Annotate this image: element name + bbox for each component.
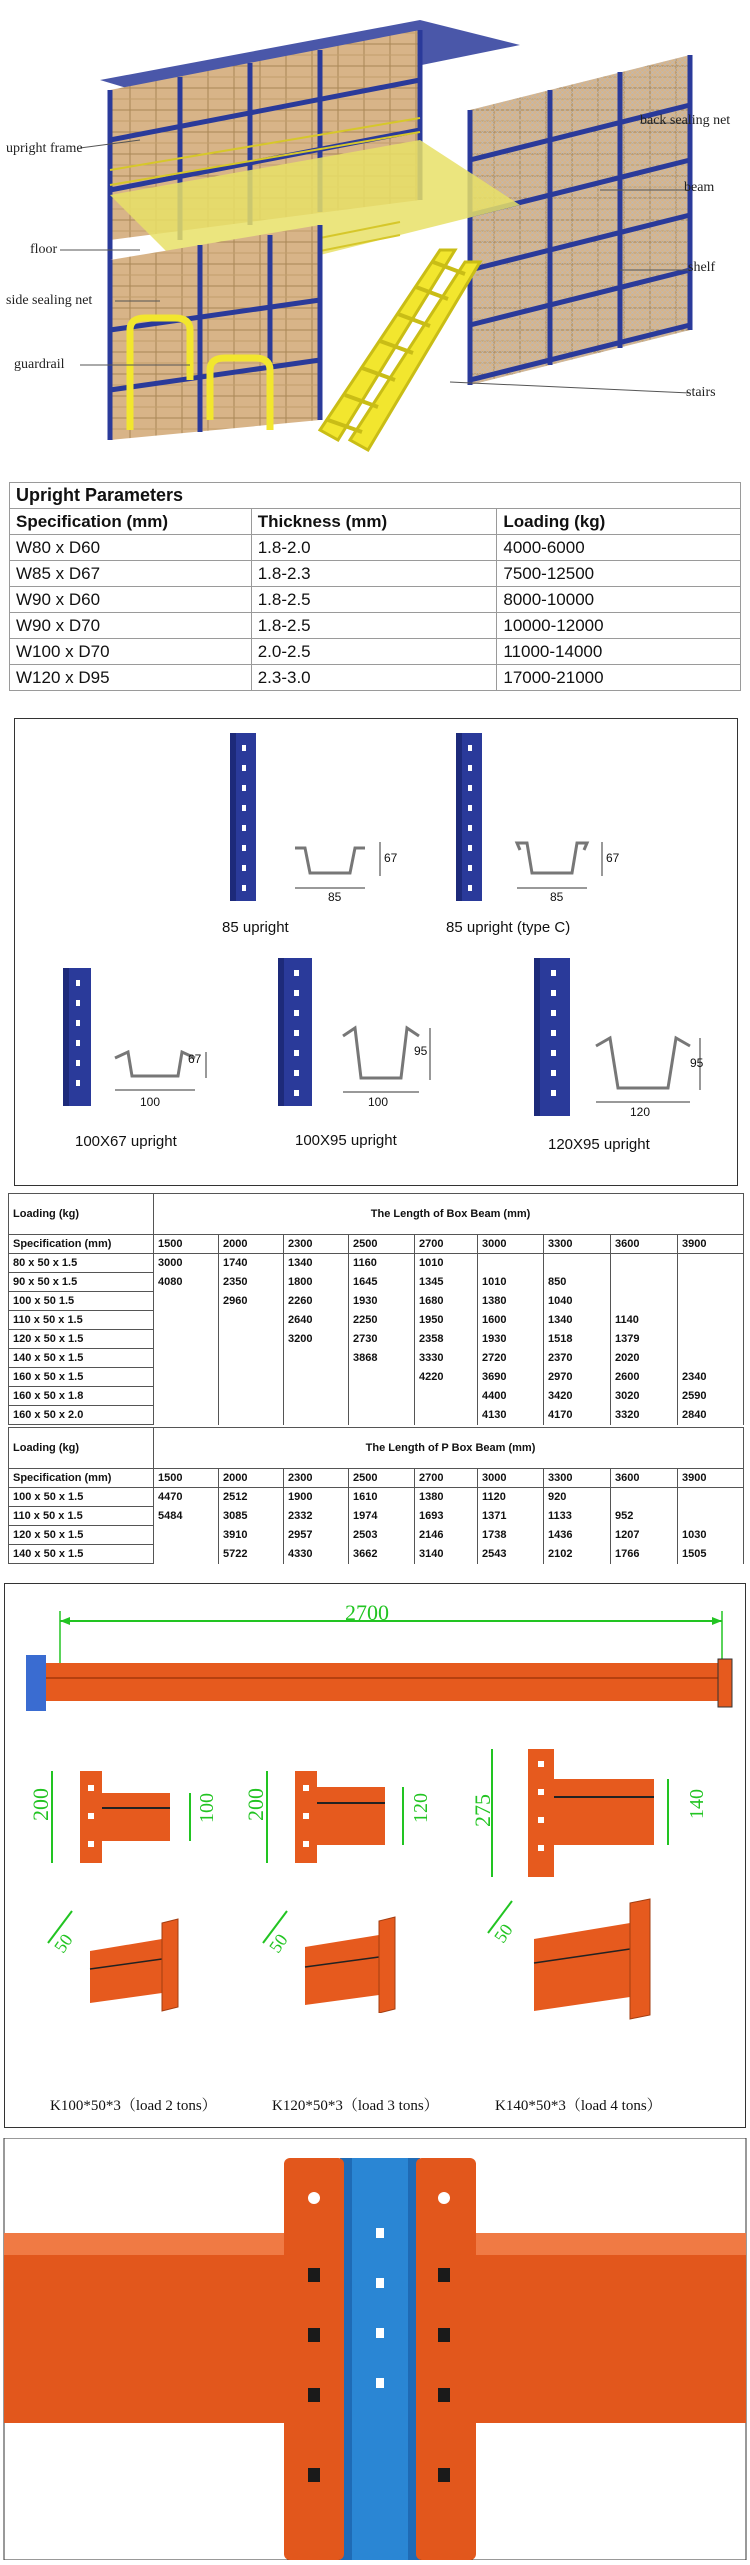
dim-width: 120: [630, 1105, 651, 1119]
load-cell: 2332: [284, 1507, 349, 1526]
dim-width: 100: [140, 1095, 161, 1109]
dim-width: 100: [368, 1095, 389, 1109]
column-header: Specification (mm): [10, 509, 252, 535]
length-header: 2300: [284, 1235, 349, 1254]
table-row: [9, 1507, 744, 1526]
caption-120x95-upright: 120X95 upright: [548, 1136, 650, 1153]
load-cell: [284, 1387, 349, 1406]
dim-width: 85: [550, 890, 564, 904]
load-cell: 1380: [415, 1488, 478, 1507]
load-cell: 1950: [415, 1311, 478, 1330]
load-cell: 2250: [349, 1311, 415, 1330]
load-cell: 952: [611, 1507, 678, 1526]
load-cell: 1680: [415, 1292, 478, 1311]
p-box-beam-title: The Length of P Box Beam (mm): [154, 1428, 744, 1469]
load-cell: [544, 1254, 611, 1273]
table-cell: W120 x D95: [10, 665, 252, 691]
length-header: 3300: [544, 1469, 611, 1488]
load-cell: 3910: [219, 1526, 284, 1545]
box-beam-left-header: Loading (kg): [9, 1194, 154, 1235]
upright-parameters-table: [9, 482, 741, 691]
caption-k140: K140*50*3（load 4 tons）: [495, 2098, 662, 2114]
load-cell: 4400: [478, 1387, 544, 1406]
caption-100x95-upright: 100X95 upright: [295, 1132, 397, 1149]
table-cell: 1.8-2.0: [251, 535, 497, 561]
length-header: 2300: [284, 1469, 349, 1488]
connector-k100-perspective: [40, 1903, 220, 2013]
load-cell: [154, 1330, 219, 1349]
load-cell: 1030: [678, 1526, 744, 1545]
table-cell: W90 x D70: [10, 613, 252, 639]
load-cell: 1040: [544, 1292, 611, 1311]
label-beam: beam: [684, 180, 715, 195]
load-cell: [154, 1526, 219, 1545]
load-cell: 1505: [678, 1545, 744, 1564]
table-cell: 11000-14000: [497, 639, 741, 665]
load-cell: 2960: [219, 1292, 284, 1311]
dim-depth: 50: [490, 1920, 517, 1947]
length-header: 1500: [154, 1235, 219, 1254]
load-cell: [154, 1349, 219, 1368]
spec-cell: 90 x 50 x 1.5: [9, 1273, 154, 1292]
table-row: [9, 1273, 744, 1292]
table-row: [10, 587, 741, 613]
length-header: 3900: [678, 1235, 744, 1254]
load-cell: 1800: [284, 1273, 349, 1292]
load-cell: 4080: [154, 1273, 219, 1292]
box-beam-length-row: [9, 1235, 744, 1254]
load-cell: 3690: [478, 1368, 544, 1387]
load-cell: [154, 1368, 219, 1387]
load-cell: 1930: [478, 1330, 544, 1349]
load-cell: 4220: [415, 1368, 478, 1387]
caption-85-upright-type-c: 85 upright (type C): [446, 919, 571, 936]
spec-cell: 160 x 50 x 1.8: [9, 1387, 154, 1406]
table-cell: 1.8-2.5: [251, 613, 497, 639]
load-cell: [154, 1387, 219, 1406]
load-cell: [611, 1273, 678, 1292]
load-cell: 1371: [478, 1507, 544, 1526]
load-cell: 1436: [544, 1526, 611, 1545]
upright-parameters-title: Upright Parameters: [10, 483, 741, 509]
load-cell: [678, 1254, 744, 1273]
caption-100x67-upright: 100X67 upright: [75, 1133, 177, 1150]
load-cell: [678, 1488, 744, 1507]
load-cell: 3200: [284, 1330, 349, 1349]
load-cell: [219, 1387, 284, 1406]
table-cell: W85 x D67: [10, 561, 252, 587]
load-cell: 2503: [349, 1526, 415, 1545]
load-cell: 5484: [154, 1507, 219, 1526]
load-cell: 2260: [284, 1292, 349, 1311]
load-cell: [219, 1349, 284, 1368]
table-cell: 1.8-2.5: [251, 587, 497, 613]
load-cell: [678, 1292, 744, 1311]
spec-cell: 160 x 50 x 1.5: [9, 1368, 154, 1387]
load-cell: 1379: [611, 1330, 678, 1349]
spec-cell: 110 x 50 x 1.5: [9, 1311, 154, 1330]
load-cell: [415, 1387, 478, 1406]
load-cell: 1160: [349, 1254, 415, 1273]
table-row: [9, 1387, 744, 1406]
load-cell: [154, 1292, 219, 1311]
load-cell: [349, 1406, 415, 1425]
load-cell: 1645: [349, 1273, 415, 1292]
box-beam-title: The Length of Box Beam (mm): [154, 1194, 744, 1235]
load-cell: 1693: [415, 1507, 478, 1526]
load-cell: 4130: [478, 1406, 544, 1425]
load-cell: 2350: [219, 1273, 284, 1292]
load-cell: 3085: [219, 1507, 284, 1526]
upright-post-100x67: [55, 968, 105, 1108]
load-cell: [478, 1254, 544, 1273]
load-cell: [678, 1349, 744, 1368]
load-cell: [284, 1368, 349, 1387]
connector-k140-front: [480, 1743, 720, 1883]
load-cell: 3420: [544, 1387, 611, 1406]
upright-post-85: [222, 733, 272, 903]
load-cell: 2957: [284, 1526, 349, 1545]
load-cell: [611, 1292, 678, 1311]
load-cell: [349, 1387, 415, 1406]
dim-width: 85: [328, 890, 342, 904]
length-header: 3000: [478, 1235, 544, 1254]
beam-connector-photo: [0, 2138, 750, 2560]
dim-face-height: 140: [686, 1789, 708, 1819]
table-row: [9, 1406, 744, 1425]
load-cell: 4330: [284, 1545, 349, 1564]
load-cell: 4470: [154, 1488, 219, 1507]
load-cell: 3020: [611, 1387, 678, 1406]
table-cell: W100 x D70: [10, 639, 252, 665]
beam-length-label: 2700: [345, 1600, 389, 1625]
load-cell: 2970: [544, 1368, 611, 1387]
dim-height: 95: [690, 1056, 704, 1070]
dim-height: 95: [414, 1044, 428, 1058]
beam-load-tables-section: [0, 1193, 750, 1575]
mezzanine-illustration: [0, 0, 750, 470]
load-cell: 1340: [544, 1311, 611, 1330]
spec-cell: 140 x 50 x 1.5: [9, 1545, 154, 1564]
load-cell: 1766: [611, 1545, 678, 1564]
spec-cell: 120 x 50 x 1.5: [9, 1330, 154, 1349]
box-beam-load-table: [8, 1193, 744, 1425]
label-floor: floor: [30, 242, 58, 257]
dim-face-height: 100: [196, 1793, 218, 1823]
load-cell: [678, 1311, 744, 1330]
table-cell: 8000-10000: [497, 587, 741, 613]
spec-cell: 160 x 50 x 2.0: [9, 1406, 154, 1425]
load-cell: 3662: [349, 1545, 415, 1564]
table-cell: 2.0-2.5: [251, 639, 497, 665]
profile-100x67-drawing: [110, 1038, 220, 1108]
caption-85-upright: 85 upright: [222, 919, 289, 936]
spec-label: Specification (mm): [9, 1469, 154, 1488]
p-box-beam-length-row: [9, 1469, 744, 1488]
load-cell: 2640: [284, 1311, 349, 1330]
table-cell: 7500-12500: [497, 561, 741, 587]
profile-100x95-drawing: [335, 1018, 445, 1113]
table-row: [10, 665, 741, 691]
load-cell: [678, 1507, 744, 1526]
table-row: [9, 1545, 744, 1564]
load-cell: 3330: [415, 1349, 478, 1368]
load-cell: 920: [544, 1488, 611, 1507]
load-cell: [349, 1368, 415, 1387]
load-cell: 3868: [349, 1349, 415, 1368]
load-cell: 1974: [349, 1507, 415, 1526]
dim-plate-height: 200: [243, 1788, 268, 1821]
length-header: 3000: [478, 1469, 544, 1488]
table-row: [9, 1330, 744, 1349]
table-row: [10, 561, 741, 587]
load-cell: [154, 1311, 219, 1330]
load-cell: 1010: [415, 1254, 478, 1273]
load-cell: [284, 1349, 349, 1368]
beam-drawings-section: [0, 1583, 750, 2128]
load-cell: 2512: [219, 1488, 284, 1507]
table-cell: 4000-6000: [497, 535, 741, 561]
connector-k120-perspective: [255, 1903, 435, 2013]
load-cell: 1740: [219, 1254, 284, 1273]
load-cell: 1340: [284, 1254, 349, 1273]
table-row: [9, 1292, 744, 1311]
load-cell: 2590: [678, 1387, 744, 1406]
spec-cell: 110 x 50 x 1.5: [9, 1507, 154, 1526]
table-cell: 10000-12000: [497, 613, 741, 639]
load-cell: 1140: [611, 1311, 678, 1330]
spec-cell: 120 x 50 x 1.5: [9, 1526, 154, 1545]
load-cell: [415, 1406, 478, 1425]
load-cell: 1738: [478, 1526, 544, 1545]
dim-height: 67: [606, 851, 620, 865]
table-row: [10, 613, 741, 639]
load-cell: 2102: [544, 1545, 611, 1564]
load-cell: 1610: [349, 1488, 415, 1507]
load-cell: 3140: [415, 1545, 478, 1564]
upright-post-120x95: [528, 958, 578, 1118]
spec-cell: 140 x 50 x 1.5: [9, 1349, 154, 1368]
load-cell: 1380: [478, 1292, 544, 1311]
load-cell: 1900: [284, 1488, 349, 1507]
mezzanine-rack-drawing: [0, 0, 750, 470]
load-cell: 2840: [678, 1406, 744, 1425]
load-cell: [284, 1406, 349, 1425]
dim-height: 67: [384, 851, 398, 865]
label-upright-frame: upright frame: [6, 141, 83, 156]
load-cell: [611, 1254, 678, 1273]
table-cell: W90 x D60: [10, 587, 252, 613]
label-back-sealing-net: back sealing net: [640, 113, 731, 128]
table-cell: 2.3-3.0: [251, 665, 497, 691]
caption-k100: K100*50*3（load 2 tons）: [50, 2098, 217, 2114]
load-cell: 1345: [415, 1273, 478, 1292]
load-cell: 1133: [544, 1507, 611, 1526]
load-cell: 1518: [544, 1330, 611, 1349]
length-header: 2500: [349, 1235, 415, 1254]
dim-height: 67: [188, 1052, 202, 1066]
load-cell: 3000: [154, 1254, 219, 1273]
length-header: 3300: [544, 1235, 611, 1254]
dim-plate-height: 275: [470, 1794, 495, 1827]
load-cell: [219, 1406, 284, 1425]
table-row: [9, 1368, 744, 1387]
length-header: 2700: [415, 1469, 478, 1488]
length-header: 2700: [415, 1235, 478, 1254]
load-cell: [154, 1545, 219, 1564]
table-row: [9, 1349, 744, 1368]
load-cell: [678, 1273, 744, 1292]
load-cell: [219, 1311, 284, 1330]
load-cell: 2370: [544, 1349, 611, 1368]
label-stairs: stairs: [686, 385, 716, 400]
table-row: [9, 1311, 744, 1330]
table-cell: W80 x D60: [10, 535, 252, 561]
dim-plate-height: 200: [28, 1788, 53, 1821]
table-row: [10, 639, 741, 665]
load-cell: 2146: [415, 1526, 478, 1545]
load-cell: 1600: [478, 1311, 544, 1330]
load-cell: 2543: [478, 1545, 544, 1564]
p-box-beam-load-table: [8, 1427, 744, 1564]
dim-depth: 50: [265, 1930, 292, 1957]
upright-parameters-section: [0, 482, 750, 712]
p-box-beam-left-header: Loading (kg): [9, 1428, 154, 1469]
dim-depth: 50: [50, 1930, 77, 1957]
table-cell: 17000-21000: [497, 665, 741, 691]
load-cell: 2358: [415, 1330, 478, 1349]
length-header: 3900: [678, 1469, 744, 1488]
length-header: 3600: [611, 1469, 678, 1488]
load-cell: 3320: [611, 1406, 678, 1425]
load-cell: 2020: [611, 1349, 678, 1368]
load-cell: 850: [544, 1273, 611, 1292]
connector-k140-perspective: [480, 1893, 710, 2023]
label-guardrail: guardrail: [14, 357, 65, 372]
load-cell: 5722: [219, 1545, 284, 1564]
column-header: Loading (kg): [497, 509, 741, 535]
caption-k120: K120*50*3（load 3 tons）: [272, 2098, 439, 2114]
table-row: [9, 1526, 744, 1545]
label-shelf: shelf: [688, 260, 716, 275]
load-cell: [611, 1488, 678, 1507]
spec-cell: 100 x 50 1.5: [9, 1292, 154, 1311]
table-cell: 1.8-2.3: [251, 561, 497, 587]
load-cell: 2600: [611, 1368, 678, 1387]
load-cell: [154, 1406, 219, 1425]
load-cell: 1120: [478, 1488, 544, 1507]
table-row: [10, 535, 741, 561]
load-cell: 2720: [478, 1349, 544, 1368]
spec-label: Specification (mm): [9, 1235, 154, 1254]
upright-post-100x95: [272, 958, 322, 1108]
table-row: [9, 1254, 744, 1273]
load-cell: 2340: [678, 1368, 744, 1387]
profile-85-type-c-drawing: [512, 828, 622, 908]
column-header: Thickness (mm): [251, 509, 497, 535]
spec-cell: 80 x 50 x 1.5: [9, 1254, 154, 1273]
length-header: 1500: [154, 1469, 219, 1488]
load-cell: [219, 1330, 284, 1349]
length-header: 2500: [349, 1469, 415, 1488]
load-cell: 4170: [544, 1406, 611, 1425]
upright-profiles-section: [0, 718, 750, 1186]
length-header: 3600: [611, 1235, 678, 1254]
load-cell: 1930: [349, 1292, 415, 1311]
profile-85-drawing: [290, 828, 400, 908]
load-cell: [219, 1368, 284, 1387]
spec-cell: 100 x 50 x 1.5: [9, 1488, 154, 1507]
upright-post-85-type-c: [448, 733, 498, 903]
label-side-sealing-net: side sealing net: [6, 293, 93, 308]
length-header: 2000: [219, 1469, 284, 1488]
load-cell: 1207: [611, 1526, 678, 1545]
load-cell: 2730: [349, 1330, 415, 1349]
table-row: [9, 1488, 744, 1507]
dim-face-height: 120: [410, 1793, 432, 1823]
load-cell: 1010: [478, 1273, 544, 1292]
load-cell: [678, 1330, 744, 1349]
connector-closeup-drawing: [0, 2138, 750, 2560]
length-header: 2000: [219, 1235, 284, 1254]
